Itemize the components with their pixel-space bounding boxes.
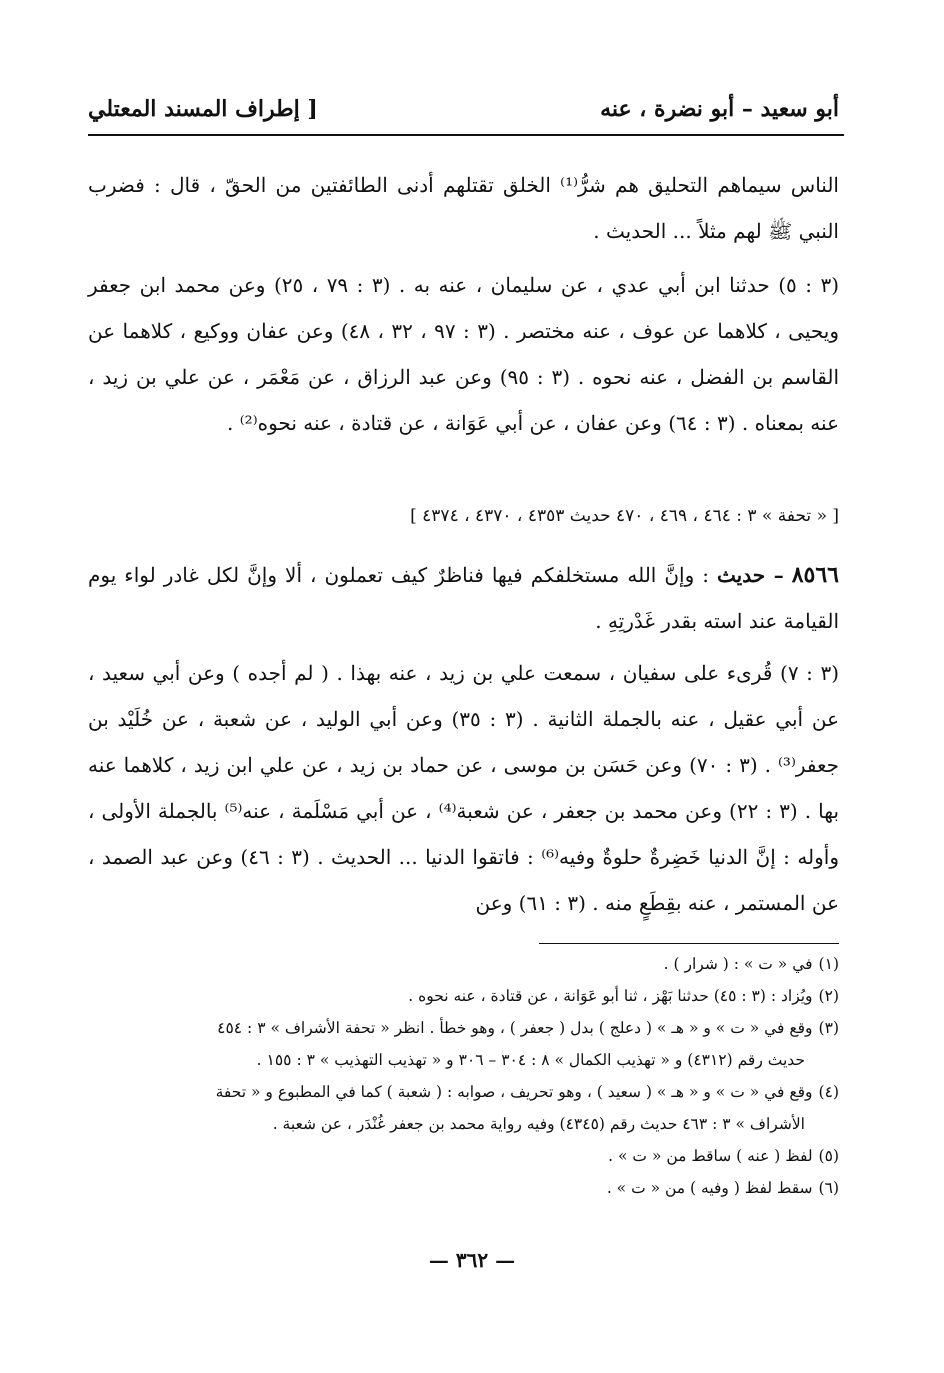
footnote: (٢)ويُزاد : (٣ : ٤٥) حدثنا بَهْز ، ثنا أبو عَوَانة ، عن قتادة ، عنه نحوه . — [408, 987, 839, 1005]
header-right-title: أبو سعيد – أبو نضرة ، عنه — [600, 96, 839, 122]
footnotes — [88, 948, 839, 1204]
footnote-continuation: الأشراف » ٣ : ٤٦٣ حديث رقم (٤٣٤٥) وفيه رواية محمد بن جعفر غُنْدَر ، عن شعبة . — [272, 1115, 805, 1133]
running-header — [88, 96, 839, 136]
hadith-entry — [88, 552, 839, 644]
footnote: (٦)سقط لفظ ( وفيه ) من « ت » . — [606, 1179, 839, 1197]
footnote: (١)في « ت » : ( شرار ) . — [663, 955, 839, 973]
footnote-rule — [539, 943, 839, 944]
hadith-text: : وإنَّ الله مستخلفكم فيها فناظرٌ كيف تعملون ، ألا وإنَّ لكل غادر لواء يوم القيامة عند استه بقدر غَدْرتِهِ . — [88, 563, 839, 633]
footnote-continuation: حديث رقم (٤٣١٢) و « تهذيب الكمال » ٨ : ٣٠٤ – ٣٠٦ و « تهذيب التهذيب » ٣ : ١٥٥ . — [256, 1051, 805, 1069]
page-number: — ٣٦٢ — — [428, 1248, 516, 1272]
paragraph-sources-2: (٣ : ٧) قُرىء على سفيان ، سمعت علي بن زيد ، عنه بهذا . ( لم أجده ) وعن أبي سعيد ، عن أبي عقيل ، عنه بالجملة الثانية . (٣ : ٣٥) وعن أبي الوليد ، عن شعبة ، عن خُلَيْد بن جعفر⁽³⁾ . (٣ : ٧٠) وعن حَسَن بن موسى ، عن حماد بن زيد ، عن علي ابن زيد ، كلاهما عنه بها . (٣ : ٢٢) وعن محمد بن جعفر ، عن شعبة⁽⁴⁾ ، عن أبي مَسْلَمة ، عنه⁽⁵⁾ بالجملة الأولى ، وأوله : إنَّ الدنيا خَضِرةٌ حلوةٌ وفيه⁽⁶⁾ : فاتقوا الدنيا ... الحديث . (٣ : ٤٦) وعن عبد الصمد ، عن المستمر ، عنه بقِطَعٍ منه . (٣ : ٦١) وعن — [88, 661, 840, 915]
tuhfa-reference: [ « تحفة » ٣ : ٤٦٤ ، ٤٦٩ ، ٤٧٠ حديث ٤٣٥٣ ، ٤٣٧٠ ، ٤٣٧٤ ] — [410, 506, 839, 526]
paragraph-sources-1: (٣ : ٥) حدثنا ابن أبي عدي ، عن سليمان ، عنه به . (٣ : ٧٩ ، ٢٥) وعن محمد ابن جعفر ويحيى ، كلاهما عن عوف ، عنه مختصر . (٣ : ٩٧ ، ٣٢ ، ٤٨) وعن عفان ووكيع ، كلاهما عن القاسم بن الفضل ، عنه نحوه . (٣ : ٩٥) وعن عبد الرزاق ، عن مَعْمَر ، عن علي بن زيد ، عنه بمعناه . (٣ : ٦٤) وعن عفان ، عن أبي عَوَانة ، عن قتادة ، عنه نحوه⁽²⁾ . — [88, 273, 840, 435]
hadith-label: – حديث — [717, 563, 784, 587]
footnote: (٥)لفظ ( عنه ) ساقط من « ت » . — [608, 1147, 839, 1165]
footnote: (٤)وقع في « ت » و « هـ » ( سعيد ) ، وهو تحريف ، صوابه : ( شعبة ) كما في المطبوع و « تحفة — [215, 1083, 839, 1101]
paragraph-continuation: الناس سيماهم التحليق هم شرُّ⁽¹⁾ الخلق تقتلهم أدنى الطائفتين من الحقّ ، قال : فضرب النبي ﷺ لهم مثلاً ... الحديث . — [88, 173, 839, 243]
header-rule — [88, 134, 844, 136]
header-left-title: [ إطراف المسند المعتلي — [88, 96, 318, 122]
footnote: (٣)وقع في « ت » و « هـ » ( دعلج ) بدل ( جعفر ) ، وهو خطأ . انظر « تحفة الأشراف » ٣ : ٤٥٤ — [217, 1019, 839, 1037]
hadith-number: ٨٥٦٦ — [791, 562, 839, 588]
